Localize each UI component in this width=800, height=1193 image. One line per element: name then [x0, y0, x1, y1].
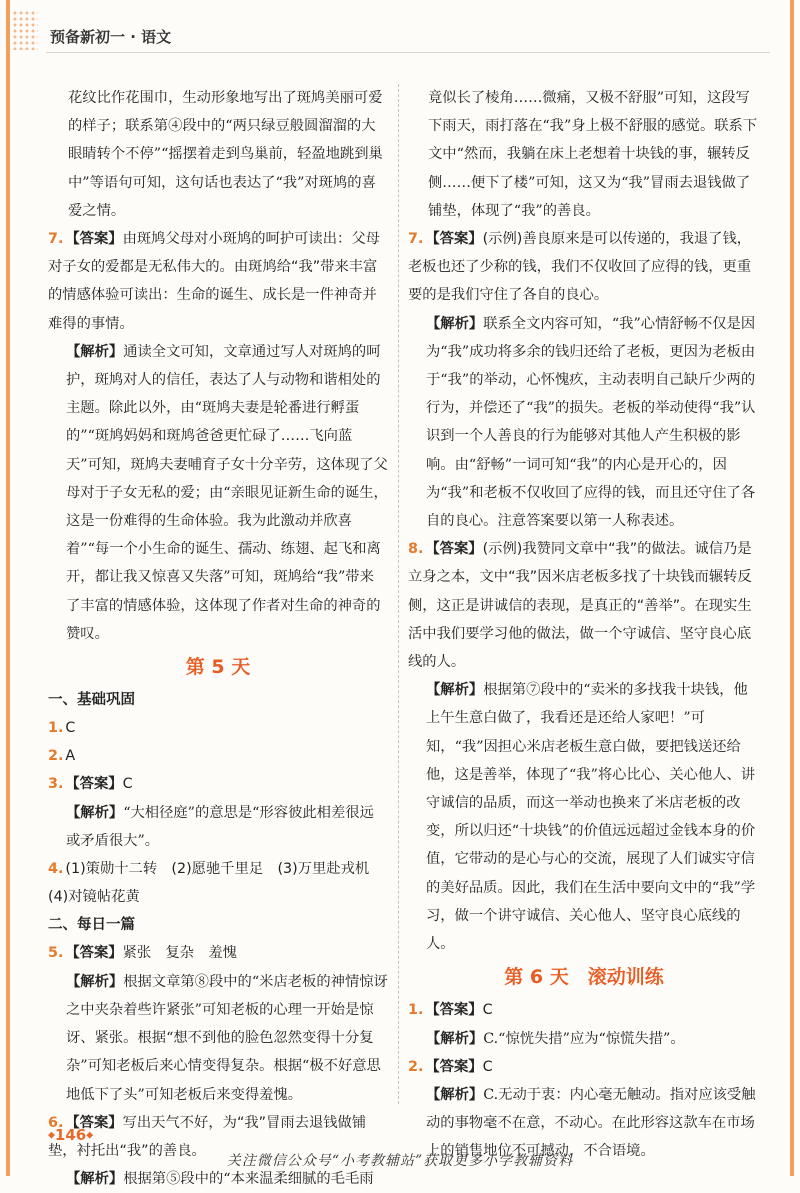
- continued-text: 竟似长了棱角……微痛，又极不舒服”可知，这段写下雨天，雨打落在“我”身上极不舒服的感觉。联系下文中“然而，我躺在床上老想着十块钱的事，辗转反侧……便下了楼”可知，这又为“我”冒雨去退钱做了铺垫，体现了“我”的善良。: [428, 90, 758, 219]
- column-divider: [398, 84, 399, 1104]
- analysis-text: 通读全文可知，文章通过写人对斑鸠的呵护，斑鸠对人的信任，表达了人与动物和谐相处的主题。除此以外，由“斑鸠夫妻是轮番进行孵蛋的”“斑鸠妈妈和斑鸠爸爸更忙碌了……飞向蓝天”可知，斑鸠夫妻哺育子女十分辛劳，这体现了父母对于子女无私的爱；由“亲眼见证新生命的诞生，这是一份难得的生命体验。我为此激动并欣喜着”“每一个小生命的诞生、孺动、练翅、起飞和离开，都让我又惊喜又失落”可知，斑鸠给“我”带来了丰富的情感体验，这体现了作者对生命的神奇的赞叹。: [66, 343, 388, 642]
- item-number: 8.: [408, 541, 424, 558]
- answer-tag: 【答案】: [425, 541, 483, 558]
- answer-text: (1)策勋十二转 (2)愿驰千里足 (3)万里赴戎机 (4)对镜帖花黄: [48, 861, 384, 906]
- diamond-icon: ◆: [86, 1130, 94, 1141]
- analysis-block: [48, 968, 388, 1109]
- item-number: 2.: [408, 1058, 424, 1075]
- analysis-text: 根据文章第⑧段中的“米店老板的神情惊讶之中夹杂着些许紧张”可知老板的心理一开始是惊讶、紧张。根据“想不到他的脸色忽然变得十分复杂”可知老板后来心情变得复杂。根据“极不好意思地低下了头”可知老板后来变得羞愧。: [66, 973, 388, 1103]
- item-number: 1.: [48, 720, 64, 737]
- right-column: [408, 84, 760, 1166]
- analysis-tag: 【解析】: [66, 804, 124, 821]
- answer-tag: 【答案】: [425, 231, 483, 248]
- page-number-text: 146: [54, 1126, 87, 1144]
- analysis-text: “大相径庭”的意思是“形容彼此相差很远或矛盾很大”。: [66, 804, 374, 849]
- analysis-block: [408, 310, 760, 536]
- answer-text: (示例)我赞同文章中“我”的做法。诚信乃是立身之本，文中“我”因米店老板多找了十块钱而辗转反侧，这正是讲诚信的表现，是真正的“善举”。在现实生活中我们要学习他的做法，做一个守诚信、坚守良心底线的人。: [408, 541, 752, 671]
- item-number: 6.: [48, 1114, 64, 1131]
- item-number: 2.: [48, 748, 64, 765]
- answer-text: C: [482, 1002, 493, 1019]
- analysis-block: [408, 1025, 760, 1053]
- item-number: 3.: [48, 776, 64, 793]
- header-divider: [46, 52, 770, 53]
- answer-item: [48, 225, 388, 338]
- answer-text: C: [65, 720, 76, 737]
- section-title: 二、每日一篇: [48, 917, 135, 934]
- answer-item: [408, 996, 760, 1024]
- right-edge-stripe: [790, 0, 794, 1176]
- analysis-block: [408, 676, 760, 958]
- analysis-block: [48, 799, 388, 855]
- analysis-tag: 【解析】: [66, 973, 124, 990]
- analysis-tag: 【解析】: [426, 682, 484, 699]
- left-column: [48, 84, 388, 1193]
- answer-tag: 【答案】: [425, 1058, 483, 1075]
- analysis-tag: 【解析】: [66, 343, 124, 360]
- analysis-block: [48, 338, 388, 648]
- answer-item: [48, 855, 388, 911]
- answer-text: 紧张 复杂 羞愧: [122, 945, 237, 962]
- day-title: 第 6 天 滚动训练: [504, 966, 664, 989]
- answer-tag: 【答案】: [65, 231, 123, 248]
- day-title: 第 5 天: [185, 656, 251, 679]
- page-header: 预备新初一 · 语文: [50, 28, 172, 46]
- section-title: 一、基础巩固: [48, 692, 135, 709]
- footer-note: 关注微信公众号“小考教辅站”获取更多小学教辅资料: [226, 1153, 574, 1169]
- continued-text: 花纹比作花围巾，生动形象地写出了斑鸠美丽可爱的样子；联系第④段中的“两只绿豆般圆溜溜的大眼睛转个不停”“摇摆着走到鸟巢前，轻盈地跳到巢中”等语句可知，这句话也表达了“我”对斑鸠的喜爱之情。: [68, 90, 383, 219]
- item-number: 5.: [48, 945, 64, 962]
- answer-tag: 【答案】: [65, 945, 123, 962]
- corner-dot-pattern: [12, 10, 38, 50]
- page-number: [48, 1126, 93, 1144]
- answer-item: [408, 225, 760, 310]
- answer-item: [48, 770, 388, 798]
- answer-text: 写出天气不好，为“我”冒雨去退钱做铺垫，衬托出“我”的善良。: [48, 1114, 367, 1159]
- item-number: 1.: [408, 1002, 424, 1019]
- item-number: 4.: [48, 861, 64, 878]
- answer-text: 由斑鸠父母对小斑鸠的呵护可读出：父母对子女的爱都是无私伟大的。由斑鸠给“我”带来丰富的情感体验可读出：生命的诞生、成长是一件神奇并难得的事情。: [48, 231, 380, 332]
- diamond-icon: ◆: [48, 1130, 55, 1141]
- answer-text: C: [122, 776, 133, 793]
- analysis-tag: 【解析】: [426, 315, 484, 332]
- left-edge-stripe: [6, 0, 10, 1176]
- answer-text: C: [482, 1058, 493, 1075]
- analysis-text: 根据第⑦段中的“卖米的多找我十块钱，他上午生意白做了，我看还是还给人家吧！”可知，“我”因担心米店老板生意白做，要把钱送还给他，这是善举，体现了“我”将心比心、关心他人、讲守诚信的品质，而这一举动也换来了米店老板的改变，所以归还“十块钱”的价值远远超过金钱本身的价值，它带动的是心与心的交流，展现了人们诚实守信的美好品质。因此，我们在生活中要向文中的“我”学习，做一个讲守诚信、关心他人、坚守良心底线的人。: [426, 682, 756, 953]
- answer-tag: 【答案】: [425, 1002, 483, 1019]
- answer-tag: 【答案】: [65, 776, 123, 793]
- answer-text: (示例)善良原来是可以传递的，我退了钱，老板也还了少称的钱，我们不仅收回了应得的钱，更重要的是我们守住了各自的良心。: [408, 231, 752, 304]
- answer-item: [48, 742, 388, 770]
- analysis-tag: 【解析】: [426, 1086, 484, 1103]
- analysis-text: C.无动于衷：内心毫无触动。指对应该受触动的事物毫不在意，不动心。在此形容这款车在市场上的销售地位不可撼动，不合语境。: [426, 1086, 756, 1160]
- answer-item: [408, 535, 760, 676]
- analysis-text: C.“惊恍失措”应为“惊慌失措”。: [483, 1030, 685, 1047]
- answer-item: [48, 714, 388, 742]
- analysis-tag: 【解析】: [66, 1171, 124, 1188]
- answer-text: A: [65, 748, 76, 765]
- answer-item: [408, 1053, 760, 1081]
- analysis-text: 根据第⑤段中的“本来温柔细腻的毛毛雨: [123, 1171, 374, 1188]
- analysis-text: 联系全文内容可知，“我”心情舒畅不仅是因为“我”成功将多余的钱归还给了老板，更因为老板由于“我”的举动，心怀愧疚，主动表明自己缺斤少两的行为，并偿还了“我”的损失。老板的举动使得“我”认识到一个人善良的行为能够对其他人产生积极的影响。由“舒畅”一词可知“我”的内心是开心的，因为“我”和老板不仅收回了应得的钱，而且还守住了各自的良心。注意答案要以第一人称表述。: [426, 315, 756, 530]
- answer-tag: 【答案】: [65, 1114, 123, 1131]
- item-number: 7.: [408, 231, 424, 248]
- answer-item: [48, 939, 388, 967]
- analysis-tag: 【解析】: [426, 1030, 484, 1047]
- item-number: 7.: [48, 231, 64, 248]
